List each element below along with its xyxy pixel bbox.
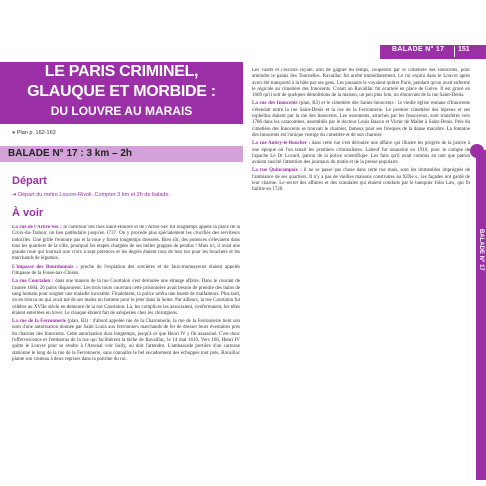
side-tab-label-wrap [476,215,486,285]
side-tab-label: BALADE N° 17 [478,229,484,271]
paragraph-text: le carrefour des rues Saint-Honoré et de l'Arbre-Sec fut longtemps appelé la place de la Croix-du-Trahoir, un lieu patibulaire jusqu'en 1737. On y procède plus spécialement les crucifiés des serviteurs indociles. Une grille l'entoure pas et la roue y furent longtemps dressées. Bien sûr, des potences s'élevaient dans tous les quartiers de la ville, pourquoi les étapes chargées de ses belles grappes de pendus ! Mais ici, il avait une grande roue qui tournait une croix à sept potences et les degrés étaient tous de bon ton pour les bouchers et les marchands de légumes. [12,225,240,262]
paragraph-text: proche de l'expiation des sorcières et de faux-monnayeurs étaient appelés l'impasse de la Fosse-aux-Chiens. [12,264,240,277]
plan-reference-text: Plan p. 162-163 [16,130,56,136]
plan-bullet-icon: ● [12,130,17,136]
header-balade-label: BALADE N° 17 [392,46,445,53]
title-line-2: GLAUQUE ET MORBIDE : [27,83,216,100]
paragraph-lead: L'impasse des Bourdonnais : [12,264,78,270]
paragraph-lead: La rue Quincampoix : [252,168,302,174]
depart-text [12,192,242,198]
balade-bar [0,146,243,162]
title-line-1: LE PARIS CRIMINEL, [44,63,199,80]
paragraph-text: (plan, B3) et le cimetière des Saints-Innocents : la vieille église romane d'Innocents s'étendait entre la rue Saint-Denis et la rue de la Ferronnerie. Le premier cimetière des lépreux et ses orphelins étaient par la rue des Innocents. Les ossements, arrachés par les fossoyeurs, sont transférés vers 1786 dans les catacombes, assemblés par le docteur Louis Bassin et Victor de Mallet à Saint-Denis. Près du cimetière des Innocents se trouvait le charnier, fameux pour ses fresques de la danse macabre. La fontaine des Innocents est l'unique vestige du cimetière et de son charnier. [252,101,470,138]
avoir-heading: À voir [12,207,44,219]
paragraph [12,319,240,363]
paragraph [252,68,470,99]
right-column [252,68,470,480]
paragraph-text: il ne se passe pas chose dans cette rue mais, sont les immeubles imprégnés de l'ambiance de ses quartiers. Il n'y a pas de vieilles maisons construites au XIXe s., les façades ont gardé de leur charme. Le secret des affaires et des scandales qui étaient conduits par le banquier John Law, qui fit faillite en 1720. [252,168,470,193]
paragraph-lead: La rue de la Ferronnerie [12,319,67,325]
paragraph-text: (plan, B3) : d'abord appelée rue de la Charonnerie, la rue de la Ferronnerie tient son nom d'une autorisation donnée par Saint Louis aux ferronniers marchands de fer de dresser leurs éventaires près du charnier des Innocents. Cette autorisation dura longtemps, jusqu'à ce que Henri IV y fût assassiné. C'est donc l'effervescence et l'embarras de la rue qui facilitèrent la tâche de Ravaillac, le 14 mai 1610. Vers 16h, Henri IV quitte le Louvre pour se rendre à l'Arsenal voir Sully, où doit l'attendre. L'ambassade portière d'un carrosse stationné le long de la rue de la Ferronnerie, sans connaître le bel encadrement des échoppes tout prés, Ravaillac plante son couteau à deux reprises dans la poitrine du roi. [12,319,240,362]
paragraph-text: dans cette rue s'est déroulée une affaire qui illustre les progrès de la justice à une époque où l'on tenait les premiers criminalistes. Labeuf fut assassiné en 1910, pour le compte de l'apache Le Dr Locard, patron de la police scientifique. Les faits qu'il avait commis en tant que patron avaient suscité l'attention des journaux du matin et de la presse populaire. [252,141,470,166]
paragraph [12,225,240,263]
paragraph [252,168,470,193]
paragraph-text: dans une maison de la rue Courtalon s'est déroulée une étrange affaire. Dans le courant de l'année 1684, 26 pains disparurent. Les trois tours couvrant cette prisonnière avait besoin de prendre des bains de sang humain pour soigner une maladie incurable. Finalement, la police arrêta une bande de malfaiteurs. Plus tard, on en trouva un qui avait tué de ses mains un homme pour le jeter dans la Seine. Par ailleurs, la rue Courtalon fut célèbre au XVIIe siècle en demeure de la rue Courtalon. Là, les complices les associaient, s'enfermaient, les têtes étaient enterrées en hiver. Le cloaque étaient fait de saloperies chez les chirurgiens. [12,279,240,316]
header-divider [454,46,455,57]
paragraph-lead: La rue Aubry-le-Boucher : [252,141,311,147]
metro-arrow-icon: ➜ [12,192,19,198]
title-line-3: DU LOUVRE AU MARAIS [50,104,193,118]
depart-text-body: Départ du métro Louvre-Rivoli. Compter 3 km et 2h de balade. [18,192,171,198]
left-column [12,225,240,480]
paragraph-lead: La rue des Innocents [252,101,298,107]
page-number: 151 [458,46,470,53]
paragraph [252,101,470,139]
paragraph-lead: La rue Courtalon : [12,279,54,285]
paragraph [252,141,470,166]
paragraph-text: Les valets et l'escorte royale, afin de gagner du temps, coupèrent par le cimetière des Innocents, pour atteindre le palais des Tournelles. Ravaillac fut arrêté immédiatement. Le roi expira dans le Louvre après avoir été transporté à la hâte par ses gens. Les passants le voyaient quitter Paris, pendant qu'on avait enfermé le régicide au cimetière des Innocents. C'était un Ravaillac fut écartelé en place de Grève. Il est gravé en 1669 qu'il soit de quelques démolitions de la maison, un peu plus loin, un émouvant de la rue Saint-Denis. [252,68,470,99]
plan-reference [12,130,243,141]
balade-bar-label: BALADE N° 17 : 3 km – 2h [8,148,133,159]
paragraph [12,279,240,317]
depart-heading: Départ [12,175,47,187]
paragraph [12,265,240,278]
side-tab [476,150,486,480]
paragraph-lead: La rue de l'Arbre-Sec : [12,225,62,230]
